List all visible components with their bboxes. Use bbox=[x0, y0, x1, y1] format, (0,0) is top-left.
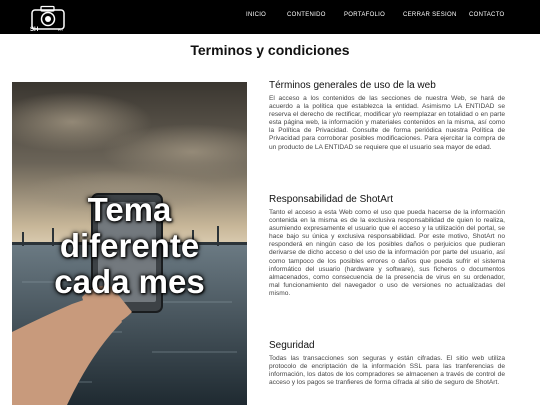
svg-text:RT: RT bbox=[58, 27, 64, 32]
camera-logo-icon[interactable] bbox=[29, 4, 69, 32]
section-heading: Términos generales de uso de la web bbox=[269, 80, 436, 91]
section-body: Todas las transacciones son seguras y están cifradas. El sitio web utiliza protocolo de encriptación de la información SSL para las tranferencias de información, los datos de los compradores se almacenen a través de control de acceso y los pagos se tranfieres de forma cifrada al sitio de seguro de ShotArt. bbox=[269, 355, 505, 387]
section-general-terms bbox=[269, 80, 505, 152]
page-title: Terminos y condiciones bbox=[190, 42, 350, 58]
section-heading: Seguridad bbox=[269, 340, 315, 351]
nav-inicio[interactable]: INICIO bbox=[246, 12, 267, 18]
nav-contenido[interactable]: CONTENIDO bbox=[287, 12, 326, 18]
promo-line-3: cada mes bbox=[54, 263, 205, 300]
section-security bbox=[269, 340, 505, 387]
section-body: El acceso a los contenidos de las secciones de nuestra Web, se hará de acuerdo a la política que establezca la entidad. Asimismo LA ENTIDAD se reserva el derecho de rectificar, modificar y/o reemplazar en totalidad o en parte esta página web, la información y materiales contenidos en la misma, así como la Política de Privacidad. Consulte de forma periódica nuestra Política de Privacidad para corroborar posibles modificaciones. Para ejercitar la compra de un producto de LA ENTIDAD se requiere que el usuario sea mayor de edad. bbox=[269, 95, 505, 151]
section-body: Tanto el acceso a esta Web como el uso que pueda hacerse de la información contenida en la misma es de la exclusiva responsabilidad de quien lo realiza, asumiendo expresamente el usuario que el acceso y la utilización del portal, se hace bajo su única y exclusiva responsabilidad. Por este motivo, ShotArt no responderá en ningún caso de los posibles daños o perjuicios que pudieran derivarse de dicho acceso o del uso de la información por parte del usuario, así como tampoco de los posibles errores o daños que pueda sufrir el sistema informático del usuario (hardware y software), sus ficheros o documentos almacenados, como consecuencia de la presencia de virus en su ordenador, mal funcionamiento del navegador o uso de versiones no actualizadas del mismo. bbox=[269, 209, 505, 297]
nav-cerrar-sesion[interactable]: CERRAR SESION bbox=[403, 12, 457, 18]
promo-overlay-text bbox=[12, 192, 247, 300]
nav-contacto[interactable]: CONTACTO bbox=[469, 12, 505, 18]
promo-image bbox=[12, 82, 247, 405]
nav-portafolio[interactable]: PORTAFOLIO bbox=[344, 12, 386, 18]
promo-line-2: diferente bbox=[59, 227, 200, 264]
section-heading: Responsabilidad de ShotArt bbox=[269, 194, 393, 205]
promo-line-1: Tema bbox=[87, 191, 172, 228]
svg-text:SH: SH bbox=[30, 27, 39, 32]
top-navbar bbox=[0, 0, 540, 34]
section-responsibility bbox=[269, 194, 505, 298]
